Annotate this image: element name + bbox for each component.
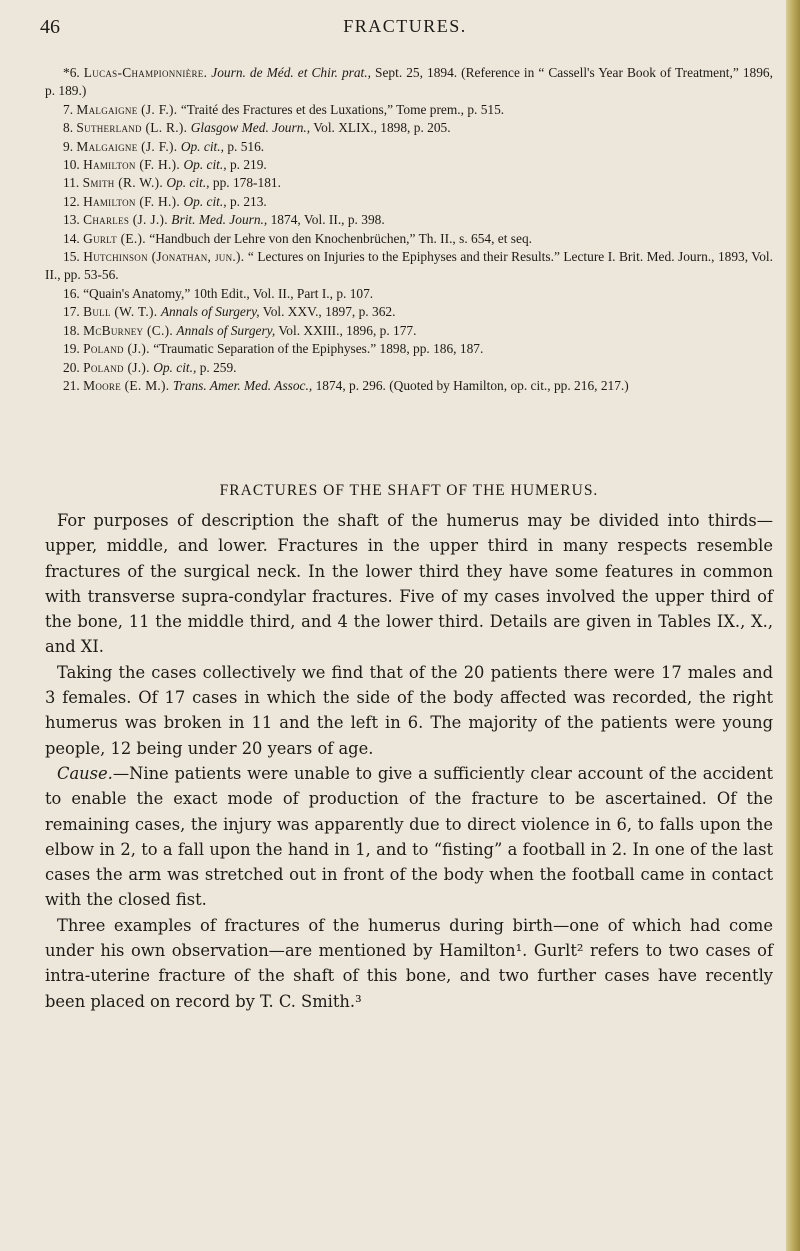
reference-item <box>45 285 773 303</box>
reference-number: 17. <box>63 304 80 320</box>
reference-number: 10. <box>63 157 80 173</box>
reference-item <box>45 340 773 358</box>
reference-detail: “Handbuch der Lehre von den Knochenbrüchen,” Th. II., s. 654, et seq. <box>149 230 533 246</box>
reference-work: Op. cit., <box>166 175 210 191</box>
reference-detail: p. 213. <box>229 193 267 209</box>
reference-list <box>45 64 773 395</box>
page-header <box>40 16 770 40</box>
reference-work: Annals of Surgery, <box>176 322 276 338</box>
reference-author: Hamilton (F. H.). <box>83 157 181 173</box>
reference-author: Hamilton (F. H.). <box>83 193 181 209</box>
paragraph-text: Taking the cases collectively we find that of the 20 patients there were 17 males and 3 females. Of 17 cases in which the side of the body affected was recorded, the right humerus was broken in 11 and the left in 6. The majority of the patients were young people, 12 being under 20 years of age. <box>45 662 773 758</box>
reference-detail: p. 516. <box>227 138 265 154</box>
reference-item <box>45 119 773 137</box>
reference-author: Charles (J. J.). <box>83 212 168 228</box>
reference-item <box>45 156 773 174</box>
reference-number: 7. <box>63 101 74 117</box>
reference-work: Op. cit., <box>180 138 224 154</box>
reference-number: 15. <box>63 249 80 265</box>
reference-work: Brit. Med. Journ., <box>171 212 268 228</box>
reference-item <box>45 193 773 211</box>
body-paragraph <box>45 761 773 913</box>
reference-author: Poland (J.). <box>83 341 150 357</box>
reference-item <box>45 174 773 192</box>
running-head: FRACTURES. <box>343 16 467 36</box>
reference-detail: Vol. XXV., 1897, p. 362. <box>262 304 396 320</box>
reference-detail: “Quain's Anatomy,” 10th Edit., Vol. II., Part I., p. 107. <box>83 285 374 301</box>
reference-number: 9. <box>63 138 74 154</box>
reference-number: 19. <box>63 341 80 357</box>
reference-author: Malgaigne (J. F.). <box>76 101 178 117</box>
reference-detail: Vol. XXIII., 1896, p. 177. <box>278 322 417 338</box>
body-paragraph <box>45 913 773 1014</box>
page-edge <box>786 0 800 1251</box>
paragraph-text: —Nine patients were unable to give a sufficiently clear account of the accident to enable the exact mode of production of the fracture to be ascertained. Of the remaining cases, the injury was apparently due to direct violence in 6, to falls upon the elbow in 2, to a fall upon the hand in 1, and to “fisting” a football in 2. In one of the last cases the arm was stretched out in front of the body when the football came in contact with the closed fist. <box>45 763 773 910</box>
reference-author: Bull (W. T.). <box>83 304 158 320</box>
reference-number: 13. <box>63 212 80 228</box>
reference-item <box>45 101 773 119</box>
paragraph-text: For purposes of description the shaft of the humerus may be divided into thirds—upper, middle, and lower. Fractures in the upper third in many respects resemble fractures of the surgical neck. In the lower third they have some features in common with transverse supra-condylar fractures. Five of my cases involved the upper third of the bone, 11 the middle third, and 4 the lower third. Details are given in Tables IX., X., and XI. <box>45 511 773 657</box>
reference-item <box>45 230 773 248</box>
reference-item <box>45 359 773 377</box>
paragraph-lead: Cause. <box>57 763 113 783</box>
reference-detail: p. 219. <box>229 157 267 173</box>
reference-work: Trans. Amer. Med. Assoc., <box>172 377 313 393</box>
reference-number: 14. <box>63 230 80 246</box>
reference-number: 20. <box>63 359 80 375</box>
reference-detail: 1874, Vol. II., p. 398. <box>270 212 385 228</box>
reference-work: Op. cit., <box>183 193 227 209</box>
reference-item <box>45 64 773 101</box>
reference-item <box>45 303 773 321</box>
reference-author: Sutherland (L. R.). <box>76 120 188 136</box>
paragraph-text: Three examples of fractures of the humerus during birth—one of which had come under his own observation—are mentioned by Hamilton¹. Gurlt² refers to two cases of intra-uterine fracture of the shaft of this bone, and two further cases have recently been placed on record by T. C. Smith.³ <box>45 915 773 1011</box>
reference-item <box>45 138 773 156</box>
page-number: 46 <box>40 16 60 38</box>
reference-detail: 1874, p. 296. (Quoted by Hamilton, op. cit., pp. 216, 217.) <box>315 377 629 393</box>
reference-item <box>45 248 773 285</box>
reference-number: 11. <box>63 175 80 191</box>
reference-work: Journ. de Méd. et Chir. prat., <box>211 65 371 80</box>
body-paragraph <box>45 660 773 761</box>
reference-item <box>45 322 773 340</box>
reference-number: 8. <box>63 120 74 136</box>
reference-work: Glasgow Med. Journ., <box>190 120 311 136</box>
reference-work: Annals of Surgery, <box>160 304 260 320</box>
reference-work: Op. cit., <box>153 359 197 375</box>
reference-detail: “Traumatic Separation of the Epiphyses.” 1898, pp. 186, 187. <box>153 341 484 357</box>
reference-number: 16. <box>63 285 80 301</box>
reference-author: McBurney (C.). <box>83 322 174 338</box>
reference-author: Gurlt (E.). <box>83 230 146 246</box>
reference-detail: Sept. 25, 1894. (Reference in “ Cassell's Year Book of Treatment,” 1896, p. 189.) <box>45 65 773 99</box>
reference-detail: Vol. XLIX., 1898, p. 205. <box>313 120 451 136</box>
reference-number: 12. <box>63 193 80 209</box>
reference-detail: pp. 178-181. <box>212 175 281 191</box>
reference-number: 18. <box>63 322 80 338</box>
reference-detail: p. 259. <box>199 359 237 375</box>
body-paragraph <box>45 508 773 660</box>
reference-author: Hutchinson (Jonathan, jun.). <box>83 249 245 265</box>
reference-author: Smith (R. W.). <box>82 175 164 191</box>
reference-author: Lucas-Championnière. <box>83 65 208 80</box>
reference-author: Poland (J.). <box>83 359 150 375</box>
reference-author: Moore (E. M.). <box>83 377 170 393</box>
reference-work: Op. cit., <box>183 157 227 173</box>
body-text <box>45 508 773 1014</box>
section-title: FRACTURES OF THE SHAFT OF THE HUMERUS. <box>219 482 599 499</box>
reference-item <box>45 377 773 395</box>
reference-number: 21. <box>63 377 80 393</box>
reference-detail: “ Lectures on Injuries to the Epiphyses and their Results.” Lecture I. Brit. Med. Journ., 1893, Vol. II., pp. 53-56. <box>45 249 774 283</box>
reference-detail: “Traité des Fractures et des Luxations,” Tome prem., p. 515. <box>180 101 505 117</box>
reference-item <box>45 211 773 229</box>
reference-author: Malgaigne (J. F.). <box>76 138 178 154</box>
reference-number: *6. <box>63 65 80 80</box>
